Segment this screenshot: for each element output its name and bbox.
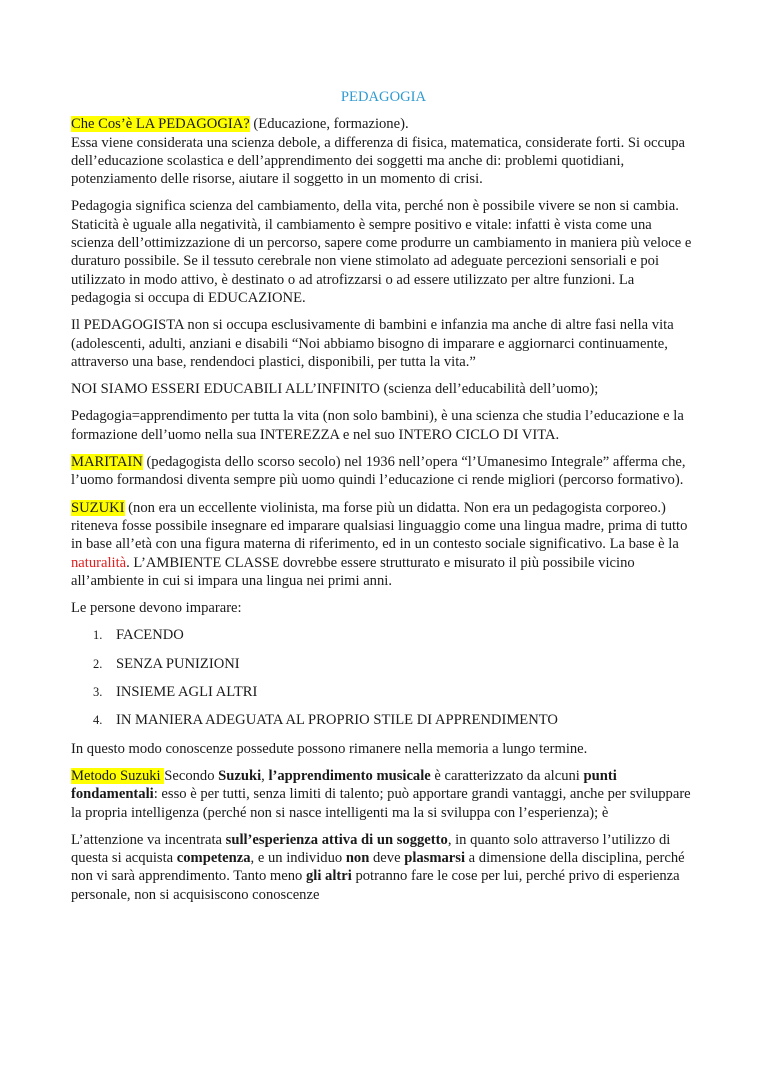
- paragraph-metodo-suzuki: [71, 767, 696, 822]
- suzuki-text-2: . L’AMBIENTE CLASSE dovrebbe essere strutturato e misurato il più possibile vicino all’ambiente in cui si impara una lingua nei primi anni.: [71, 554, 635, 589]
- bold-suzuki: Suzuki: [218, 767, 262, 784]
- list-number: 2.: [93, 656, 103, 671]
- list-text: INSIEME AGLI ALTRI: [116, 684, 258, 701]
- bold-gli-altri: gli altri: [306, 868, 352, 885]
- paragraph-list-intro: Le persone devono imparare:: [71, 600, 242, 617]
- intro-body: Essa viene considerata una scienza debole, a differenza di fisica, matematica, considerate forti. Si occupa dell’educazione scolastica e dell’apprendimento dei soggetti ma anche di: problemi quotidiani, potenziamento delle risorse, aiutare il soggetto in un momento di crisi.: [71, 134, 686, 188]
- text-span: a dimensione della disciplina, perché non vi sarà apprendimento. Tanto meno: [71, 850, 685, 885]
- red-word-naturalita: naturalità: [71, 554, 127, 571]
- bold-plasmarsi: plasmarsi: [404, 850, 466, 867]
- numbered-list: [71, 626, 696, 729]
- paragraph-educabili: NOI SIAMO ESSERI EDUCABILI ALL’INFINITO (scienza dell’educabilità dell’uomo);: [71, 381, 599, 398]
- list-text: IN MANIERA ADEGUATA AL PROPRIO STILE DI APPRENDIMENTO: [116, 712, 558, 729]
- text-span: deve: [369, 850, 405, 867]
- text-span: ,: [261, 767, 269, 784]
- bold-competenza: competenza: [176, 850, 251, 867]
- list-item: [71, 711, 696, 729]
- bold-esperienza-attiva: sull’esperienza attiva di un soggetto: [225, 831, 448, 848]
- list-number: 3.: [93, 685, 103, 700]
- paragraph-attenzione: [71, 831, 696, 904]
- paragraph-pedagogista: Il PEDAGOGISTA non si occupa esclusivamente di bambini e infanzia ma anche di altre fasi nella vita (adolescenti, adulti, anziani e disabili “Noi abbiamo bisogno di imparare e aggiornarci continuamente, attraverso una base, rendendoci plastici, disponibili, per tutta la vita.”: [71, 317, 674, 370]
- paragraph-memory: In questo modo conoscenze possedute possono rimanere nella memoria a lungo termine.: [71, 740, 588, 757]
- intro-subtitle: (Educazione, formazione).: [249, 116, 409, 133]
- text-span: è caratterizzato da alcuni: [430, 767, 584, 784]
- list-number: 4.: [93, 713, 103, 728]
- bold-punti-fondamentali: punti fondamentali: [71, 767, 617, 803]
- text-span: : esso è per tutti, senza limiti di talento; può apportare grandi vantaggi, anche per sviluppare la propria intelligenza (perché non si nasce intelligenti ma la si sviluppa con l’esperienza); è: [71, 786, 691, 821]
- suzuki-text-1: (non era un eccellente violinista, ma forse più un didatta. Non era un pedagogista corporeo.) riteneva fosse possibile insegnare ed imparare qualsiasi linguaggio come una lingua madre, prima di tutto in base all’età con una figura materna di riferimento, ed in un contesto sociale significativo. La base è la: [71, 499, 688, 553]
- list-text: FACENDO: [116, 627, 184, 644]
- paragraph-maritain: [71, 453, 696, 490]
- bold-apprendimento-musicale: l’apprendimento musicale: [268, 767, 431, 784]
- document-page: [71, 88, 696, 913]
- highlight-metodo-suzuki: Metodo Suzuki: [71, 767, 165, 784]
- highlight-question: Che Cos’è LA PEDAGOGIA?: [71, 116, 250, 133]
- list-text: SENZA PUNIZIONI: [116, 655, 240, 672]
- list-item: [71, 683, 696, 701]
- document-title: PEDAGOGIA: [340, 89, 427, 105]
- list-item: [71, 626, 696, 644]
- text-span: , e un individuo: [250, 850, 346, 867]
- text-span: Secondo: [164, 767, 219, 784]
- maritain-text: (pedagogista dello scorso secolo) nel 1936 nell’opera “l’Umanesimo Integrale” afferma che, l’uomo formandosi diventa sempre più uomo quindi l’educazione ci rende migliori (percorso formativo).: [71, 454, 686, 489]
- paragraph-change: Pedagogia significa scienza del cambiamento, della vita, perché non è possibile vivere se non si cambia. Staticità è uguale alla negatività, il cambiamento è sempre positivo e vitale: infatti è vista come una scienza dell’ottimizzazione di un percorso, sapere come produrre un cambiamento in maniera più veloce e duraturo possibile. Se il tessuto cerebrale non viene stimolato ad adeguate percezioni sensoriali e poi utilizzato in modo attivo, è destinato o ad atrofizzarsi o ad essere utilizzato per altre funzioni. La pedagogia si occupa di EDUCAZIONE.: [71, 198, 692, 306]
- paragraph-suzuki: [71, 499, 696, 590]
- paragraph-lifelong: Pedagogia=apprendimento per tutta la vita (non solo bambini), è una scienza che studia l’educazione e la formazione dell’uomo nella sua INTEREZZA e nel suo INTERO CICLO DI VITA.: [71, 408, 684, 443]
- bold-non: non: [345, 850, 370, 867]
- list-number: 1.: [93, 628, 103, 643]
- text-span: potranno fare le cose per lui, perché privo di esperienza personale, non si acquisiscono conoscenze: [71, 868, 680, 903]
- paragraph-intro: [71, 115, 696, 188]
- text-span: L’attenzione va incentrata: [71, 831, 226, 848]
- list-item: [71, 655, 696, 673]
- highlight-maritain: MARITAIN: [71, 454, 143, 471]
- text-span: , in quanto solo attraverso l’utilizzo di questa si acquista: [71, 831, 671, 867]
- highlight-suzuki: SUZUKI: [71, 499, 125, 516]
